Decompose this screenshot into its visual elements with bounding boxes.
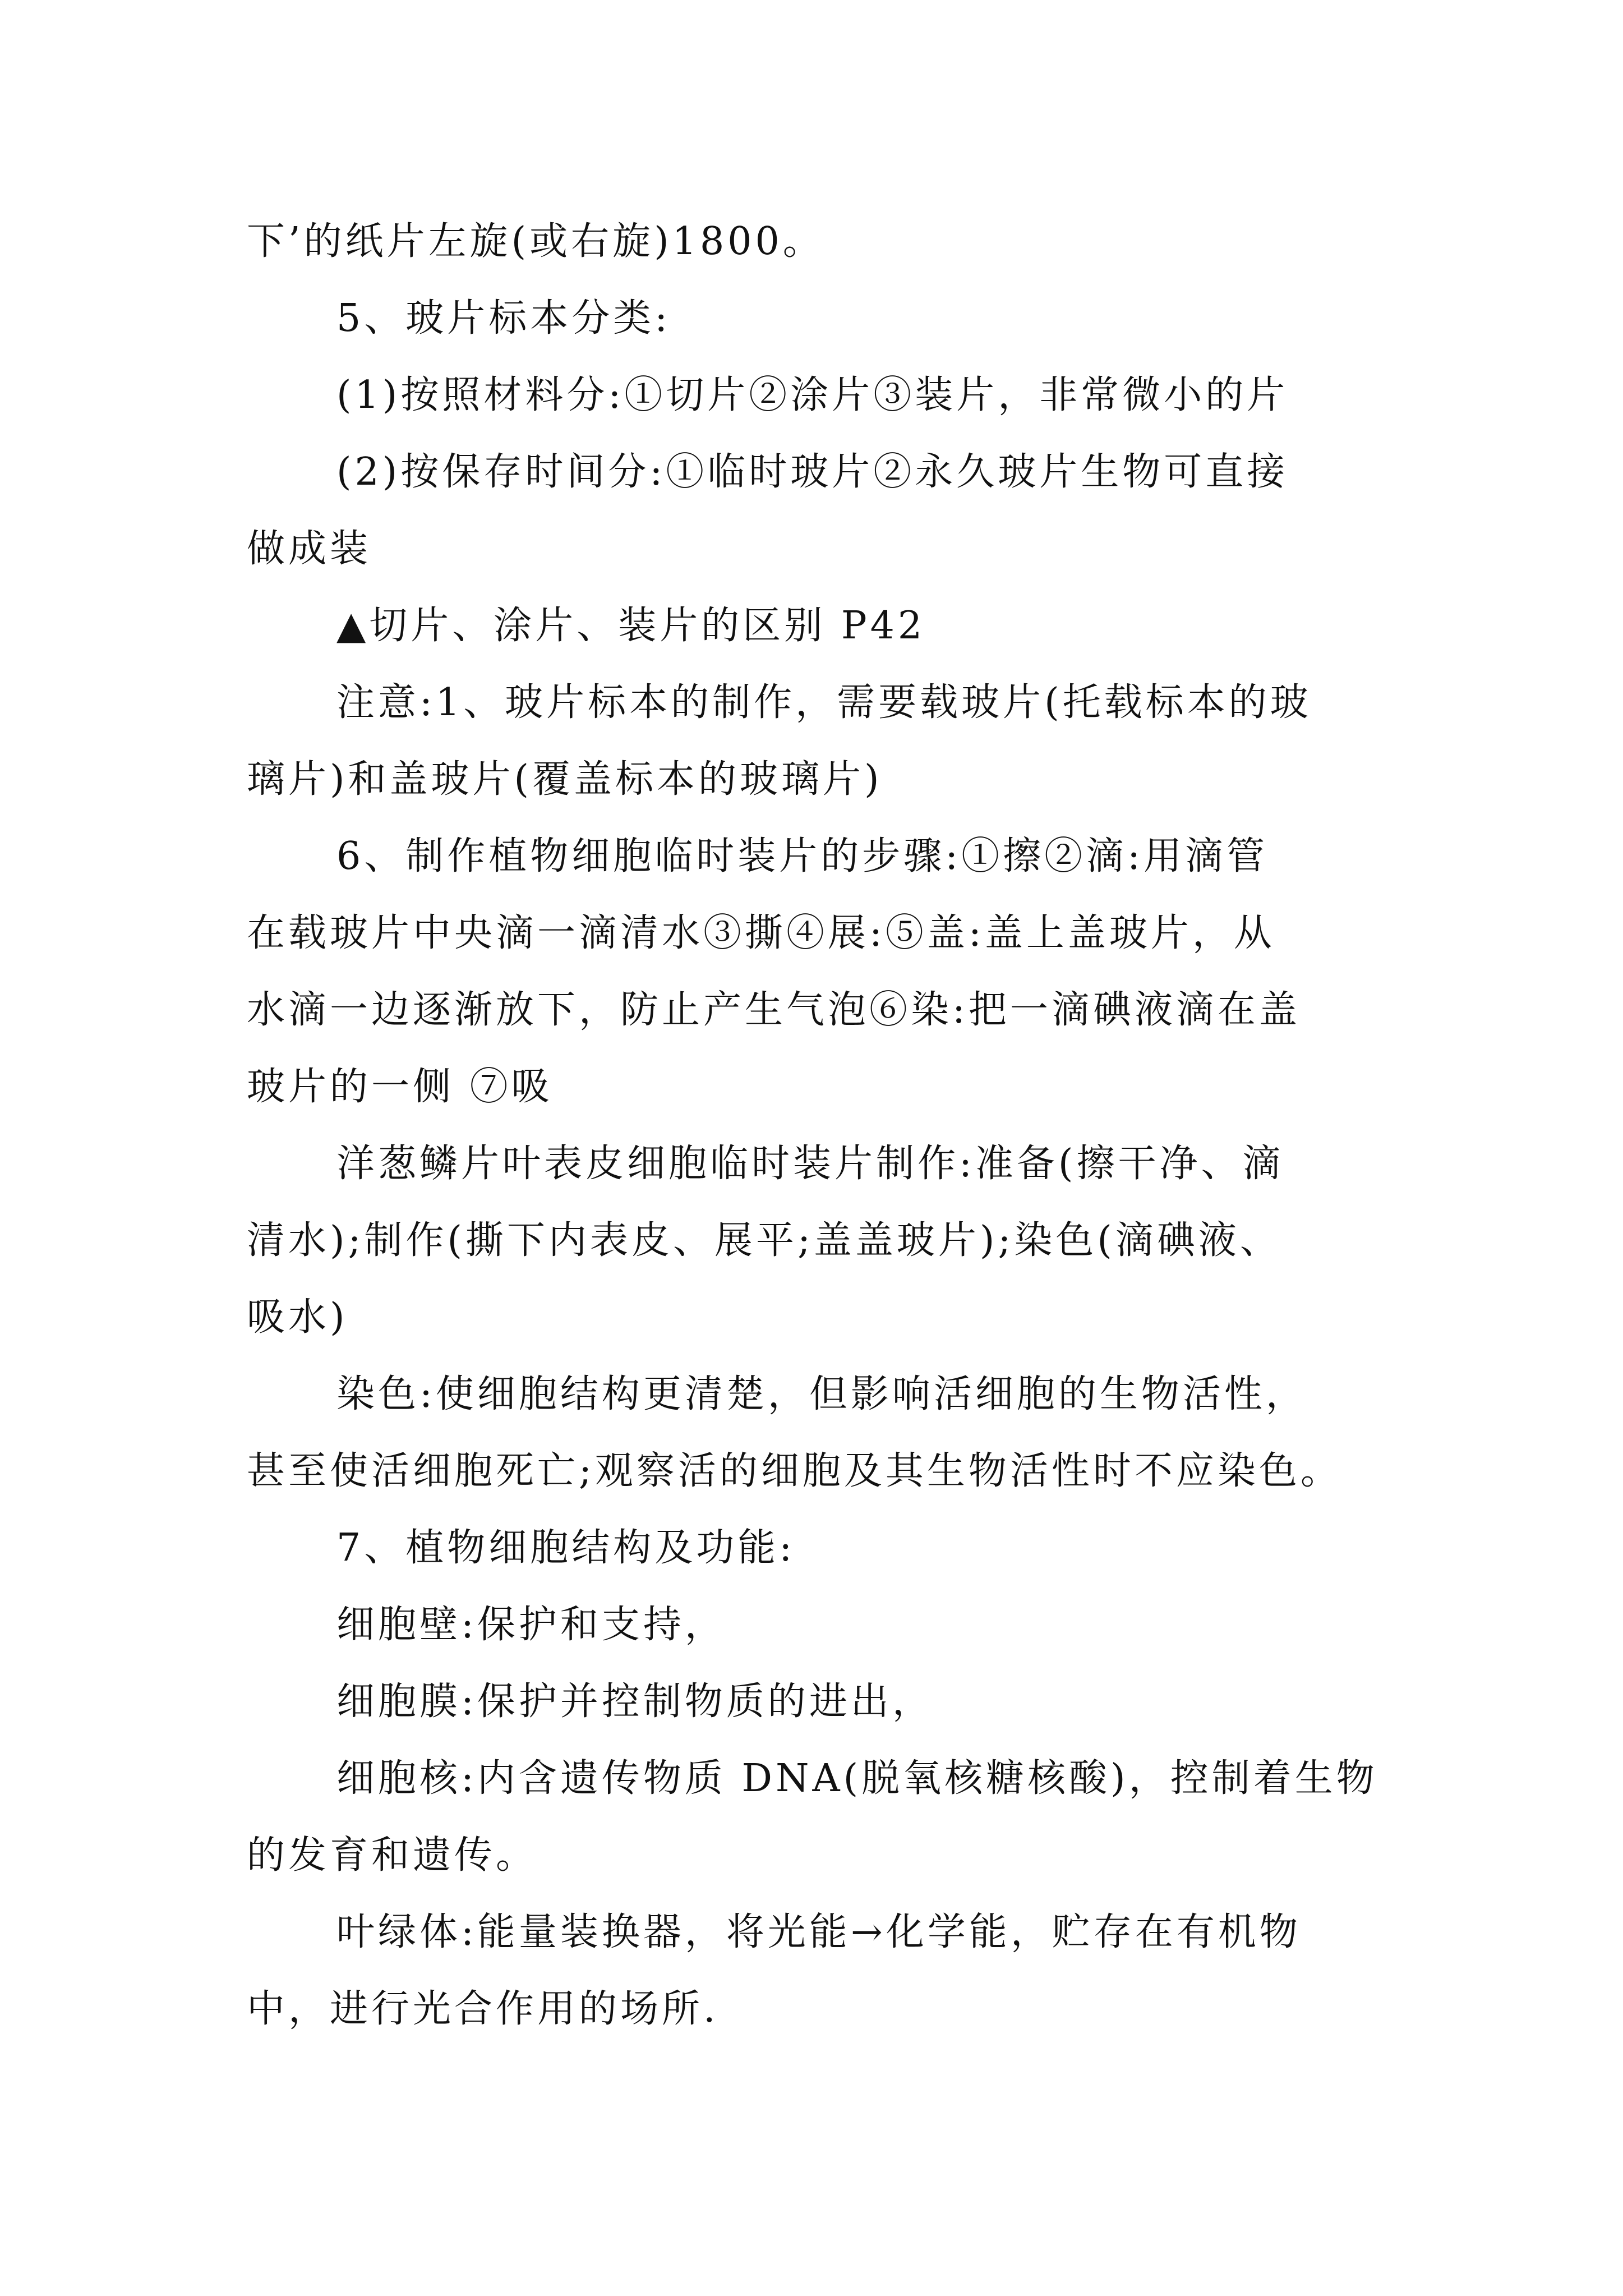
text-line: (2)按保存时间分:①临时玻片②永久玻片生物可直接 <box>336 450 1289 494</box>
document-body <box>247 203 1391 2047</box>
text-line: 水滴一边逐渐放下，防止产生气泡⑥染:把一滴碘液滴在盖 <box>247 988 1301 1032</box>
paragraph-slide-differences <box>247 587 1391 664</box>
text-line: 吸水) <box>247 1295 348 1340</box>
text-line: 甚至使活细胞死亡;观察活的细胞及其生物活性时不应染色。 <box>247 1449 1342 1493</box>
paragraph-nucleus <box>247 1740 1391 1894</box>
text-line: 染色:使细胞结构更清楚，但影响活细胞的生物活性， <box>336 1372 1307 1416</box>
paragraph-chloroplast <box>247 1894 1391 2047</box>
text-line: 5、玻片标本分类: <box>336 296 671 341</box>
text-line: 中，进行光合作用的场所. <box>247 1987 719 2031</box>
text-line: (1)按照材料分:①切片②涂片③装片，非常微小的片 <box>336 373 1289 417</box>
text-line: 清水);制作(撕下内表皮、展平;盖盖玻片);染色(滴碘液、 <box>247 1218 1281 1263</box>
text-line: 注意:1、玻片标本的制作，需要载玻片(托载标本的玻 <box>336 680 1312 725</box>
text-line: 细胞膜:保护并控制物质的进出， <box>336 1680 934 1724</box>
text-line: 6、制作植物细胞临时装片的步骤:①擦②滴:用滴管 <box>336 834 1269 878</box>
paragraph-continuation <box>247 203 1391 280</box>
text-line: 7、植物细胞结构及功能: <box>336 1526 796 1570</box>
text-line: 洋葱鳞片叶表皮细胞临时装片制作:准备(擦干净、滴 <box>336 1142 1284 1186</box>
text-line: 玻片的一侧 ⑦吸 <box>247 1065 553 1109</box>
text-line: 叶绿体:能量装换器，将光能→化学能，贮存在有机物 <box>336 1910 1301 1954</box>
paragraph-note <box>247 664 1391 818</box>
text-line: 细胞壁:保护和支持， <box>336 1603 726 1647</box>
text-line: ▲切片、涂片、装片的区别 P42 <box>336 604 926 648</box>
paragraph-onion-epidermis <box>247 1125 1391 1356</box>
text-line: 做成装 <box>247 527 372 571</box>
paragraph-slide-classification-heading <box>247 280 1391 357</box>
paragraph-temporary-slide-steps <box>247 818 1391 1125</box>
text-line: 在载玻片中央滴一滴清水③撕④展:⑤盖:盖上盖玻片，从 <box>247 911 1275 955</box>
paragraph-by-storage-time <box>247 434 1391 587</box>
text-line: 细胞核:内含遗传物质 DNA(脱氧核糖核酸)，控制着生物 <box>336 1756 1378 1801</box>
text-line: 璃片)和盖玻片(覆盖标本的玻璃片) <box>247 757 883 802</box>
paragraph-cell-structure-heading <box>247 1510 1391 1586</box>
paragraph-cell-membrane <box>247 1663 1391 1740</box>
paragraph-by-material <box>247 357 1391 434</box>
paragraph-staining <box>247 1356 1391 1510</box>
paragraph-cell-wall <box>247 1586 1391 1663</box>
text-line: 的发育和遗传。 <box>247 1833 538 1878</box>
text-line: 下’的纸片左旋(或右旋)1800。 <box>247 219 824 264</box>
